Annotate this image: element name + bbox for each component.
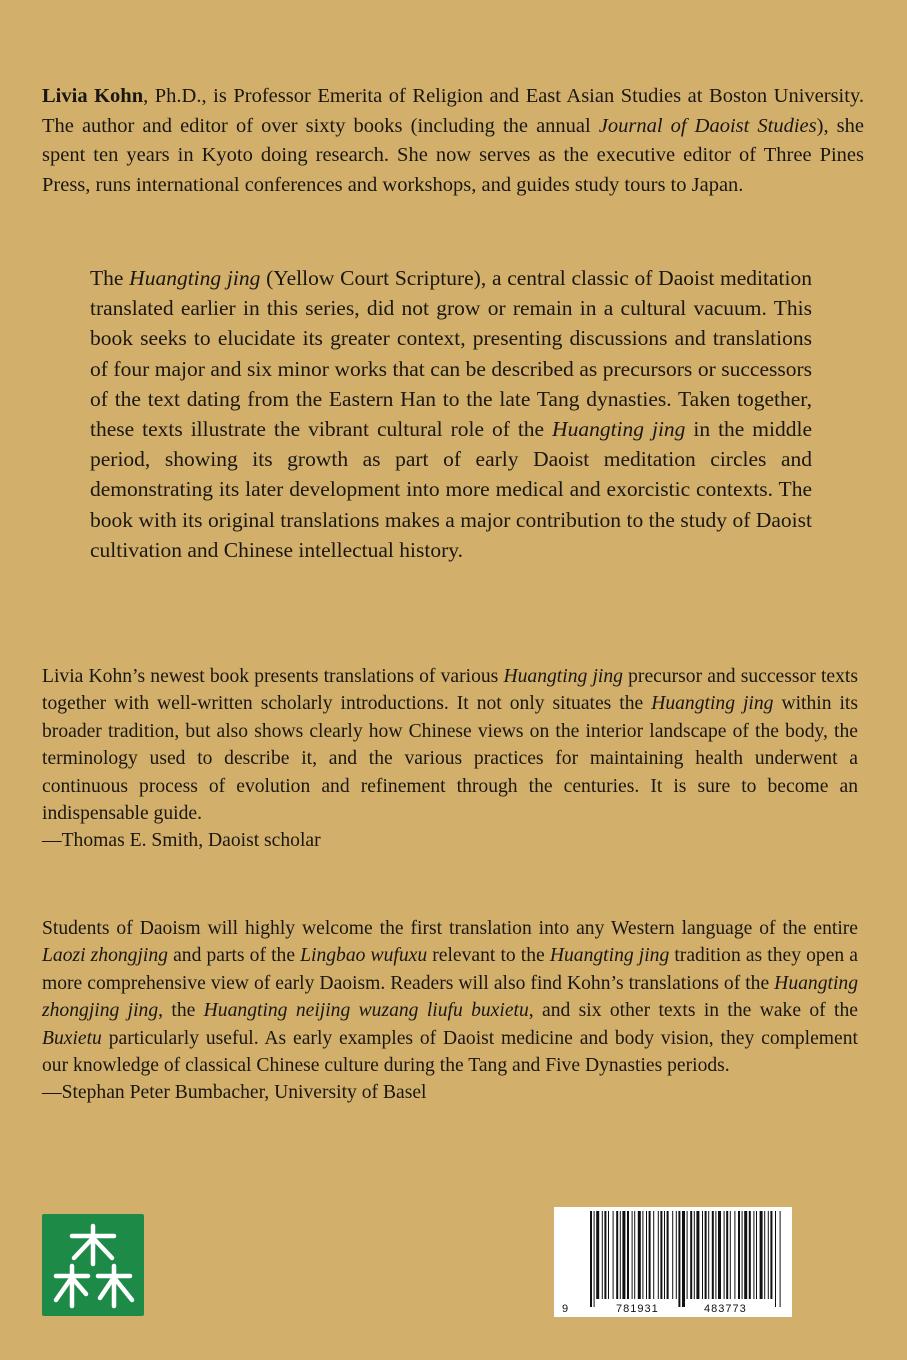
bio-text: ), she spent ten years in Kyoto doing research. She now serves as the executive editor of Three Pines Press, runs international conferences and workshops, and guides study tours to Japan. — [42, 114, 864, 196]
barcode-bars — [554, 1207, 792, 1317]
barcode-bar — [734, 1211, 735, 1299]
barcode-bar — [596, 1211, 599, 1299]
barcode-bar — [653, 1211, 654, 1299]
barcode-bar — [764, 1211, 765, 1299]
publisher-logo — [42, 1214, 144, 1316]
review-text: , the — [158, 1000, 204, 1022]
barcode-bar — [616, 1211, 618, 1299]
review-title: Lingbao wufuxu — [300, 945, 428, 967]
barcode-bar — [682, 1211, 685, 1307]
barcode-bar — [678, 1211, 680, 1307]
barcode-bar — [634, 1211, 635, 1299]
barcode-bar — [687, 1211, 688, 1299]
barcode-bar — [622, 1211, 625, 1299]
barcode-bar — [718, 1211, 721, 1299]
barcode-bar — [715, 1211, 716, 1299]
barcode-bar — [608, 1211, 609, 1299]
barcode-bar — [756, 1211, 757, 1299]
barcode-bar — [620, 1211, 621, 1299]
review-title: Huangting jing — [549, 945, 670, 967]
barcode-bar — [667, 1211, 669, 1299]
barcode-bar — [730, 1211, 731, 1299]
barcode-bar — [724, 1211, 725, 1299]
barcode-bar — [649, 1211, 651, 1299]
barcode-bar — [702, 1211, 703, 1299]
book-description — [90, 263, 812, 565]
barcode-bar — [590, 1211, 592, 1307]
forest-icon — [42, 1214, 144, 1316]
barcode-bar — [768, 1211, 769, 1299]
review-title: Huangting neijing wuzang liufu buxietu — [203, 1000, 529, 1022]
barcode-bar — [632, 1211, 633, 1299]
review-title: Laozi zhongjing — [42, 945, 168, 967]
barcode-bar — [760, 1211, 763, 1299]
review-text: tradition as they open a more comprehensive view of early Daoism. Readers will also find Kohn’s translations of the — [42, 945, 858, 994]
barcode-group-right: 483773 — [704, 1303, 747, 1315]
barcode-bar — [602, 1211, 603, 1299]
barcode-bar — [749, 1211, 751, 1299]
barcode-bar — [694, 1211, 695, 1299]
blurb-title: Huangting jing — [552, 417, 686, 442]
review-text: precursor and successor texts together with well-written scholarly introductions. It not only situates the — [42, 666, 858, 715]
barcode-bar — [672, 1211, 673, 1299]
author-bio — [42, 82, 864, 200]
barcode-bar — [705, 1211, 707, 1299]
review-title: Buxietu — [42, 1027, 102, 1049]
author-name: Livia Kohn — [42, 85, 144, 107]
review-title: Huangting jing — [503, 666, 623, 687]
blurb-text: in the middle period, showing its growth as part of early Daoist meditation circles and demonstrating its later development into more medical and exorcistic contexts. The book with its original translations makes a major contribution to the study of Daoist cultivation and Chinese intellectual history. — [90, 417, 813, 562]
barcode-bar — [744, 1211, 747, 1299]
review-text: and parts of the — [167, 945, 301, 967]
barcode-bar — [676, 1211, 677, 1299]
review-text: within its broader tradition, but also shows clearly how Chinese views on the interior landscape of the body, the terminology used to describe it, and the various practices for maintaining health underwent a continuous process of evolution and refinement through the centuries. It is sure to become an indispensable guide. — [42, 693, 859, 825]
blurb-title: Huangting jing — [129, 266, 261, 290]
review-text: Livia Kohn’s newest book presents translations of various — [42, 666, 504, 687]
review-text: , and six other texts in the wake of the — [528, 1000, 858, 1022]
review-attribution: —Stephan Peter Bumbacher, University of Basel — [42, 1082, 427, 1104]
barcode-bar — [726, 1211, 728, 1299]
review-title: Huangting zhongjing jing — [42, 972, 858, 1022]
barcode-bar — [770, 1211, 772, 1299]
barcode-bar — [738, 1211, 740, 1299]
barcode-bar — [646, 1211, 647, 1299]
barcode-bar — [696, 1211, 699, 1299]
barcode-digit-first: 9 — [562, 1303, 570, 1315]
barcode-bar — [642, 1211, 643, 1299]
barcode-group-left: 781931 — [616, 1303, 659, 1315]
barcode-bar — [594, 1211, 595, 1307]
barcode-bar — [775, 1211, 776, 1307]
barcode-bar — [638, 1211, 641, 1299]
blurb-text: (Yellow Court Scripture), a central classic of Daoist meditation translated earlier in this series, did not grow or remain in a cultural vacuum. This book seeks to elucidate its greater context, presenting discussions and translations of four major and six minor works that can be described as precursors or successors of the text dating from the Eastern Han to the late Tang dynasties. Taken together, these texts illustrate the vibrant cultural role of the — [90, 266, 812, 442]
barcode-bar — [658, 1211, 659, 1299]
review-bumbacher — [42, 915, 858, 1107]
isbn-barcode — [554, 1207, 792, 1317]
blurb-text: The — [90, 266, 130, 290]
bio-text: , Ph.D., is Professor Emerita of Religion and East Asian Studies at Boston University. The author and editor of over sixty books (including the annual — [42, 85, 864, 137]
barcode-bar — [753, 1211, 754, 1299]
barcode-bar — [660, 1211, 662, 1299]
barcode-bar — [664, 1211, 665, 1299]
barcode-bar — [708, 1211, 709, 1299]
barcode-bar — [627, 1211, 629, 1299]
review-smith — [42, 663, 858, 855]
review-title: Huangting jing — [651, 693, 774, 715]
review-text: particularly useful. As early examples of Daoist medicine and body vision, they complement our knowledge of classical Chinese culture during the Tang and Five Dynasties periods. — [42, 1027, 858, 1077]
review-text: relevant to the — [427, 945, 550, 967]
barcode-bar — [742, 1211, 743, 1299]
barcode-bar — [712, 1211, 714, 1299]
review-attribution: —Thomas E. Smith, Daoist scholar — [42, 830, 321, 852]
barcode-bar — [780, 1211, 781, 1307]
barcode-bar — [613, 1211, 614, 1299]
journal-title: Journal of Daoist Studies — [598, 114, 817, 137]
barcode-bar — [690, 1211, 692, 1299]
barcode-bar — [604, 1211, 606, 1299]
review-text: Students of Daoism will highly welcome the first translation into any Western language of the entire — [42, 918, 858, 939]
